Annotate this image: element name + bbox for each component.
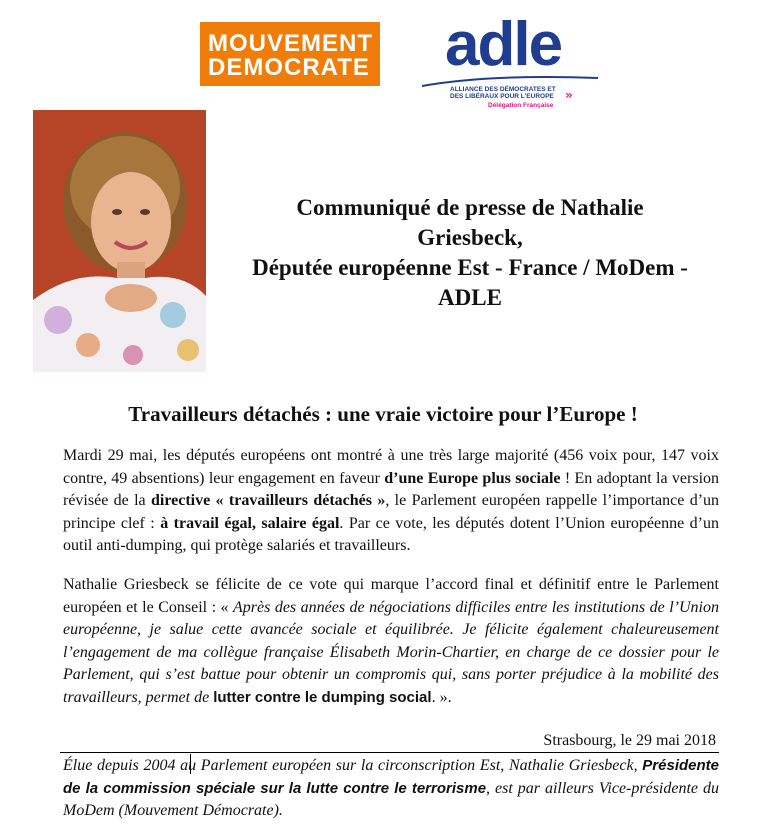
p2-quote: Après des années de négociations difficiles entre les institutions de l’Union européenne, je salue cette avancée sociale et équilibrée. Je félicite également chaleureusement l’engagement de ma collègue française Élisabeth Morin-Chartier, en charge de ce dossier pour le Parlement, qui s’est battue pour obtenir un compromis qui, sans porter préjudice à la mobilité des travailleurs, permet de xyxy=(63,598,720,706)
press-release-title xyxy=(210,193,730,313)
p1-text-3: , le Parlement européen rappelle l’importance d’un principe clef : xyxy=(63,492,720,532)
modem-logo-line1: MOUVEMENT xyxy=(208,30,373,57)
bio-text-2: , est par ailleurs Vice-présidente du MoDem (Mouvement Démocrate). xyxy=(63,779,719,819)
p1-bold-3: à travail égal, salaire égal xyxy=(160,514,340,532)
adle-logo xyxy=(420,10,605,115)
adle-delegation: Délégation Française xyxy=(488,102,554,109)
adle-logo-word: adle xyxy=(445,10,562,79)
modem-logo xyxy=(200,22,380,86)
p2-text-2: . ». xyxy=(431,688,452,706)
p1-text-2: ! En adoptant la version révisée de la xyxy=(63,469,720,509)
adle-arrows-icon: » xyxy=(565,88,573,102)
adle-tagline-1: ALLIANCE DES DÉMOCRATES ET xyxy=(450,86,556,93)
paragraph-1 xyxy=(63,445,719,558)
p1-text-1: Mardi 29 mai, les députés européens ont montré à une très large majorité (456 voix pour, 147 voix contre, 49 absentions) leur engagement en faveur xyxy=(63,447,719,487)
divider xyxy=(60,752,719,753)
press-title-line2: Griesbeck, xyxy=(417,225,523,250)
bio-text-1: Élue depuis 2004 au Parlement européen sur la circonscription Est, Nathalie Griesbeck, xyxy=(63,757,643,774)
p1-text-4: . Par ce vote, les députés dotent l’Union européenne d’un outil anti-dumping, qui protège salariés et travailleurs. xyxy=(63,514,719,554)
press-title-line3: Députée européenne Est - France / MoDem - xyxy=(252,255,688,280)
p2-bold-1: lutter contre le dumping social xyxy=(213,688,432,706)
p2-text-1: Nathalie Griesbeck se félicite de ce vote qui marque l’accord final et définitif entre le Parlement européen et le Conseil : « xyxy=(63,576,719,616)
press-title-line4: ADLE xyxy=(438,285,502,310)
signoff-place-date: Strasbourg, le 29 mai 2018 xyxy=(543,732,716,749)
p1-bold-1: d’une Europe plus sociale xyxy=(384,469,561,487)
press-title-line1: Communiqué de presse de Nathalie xyxy=(296,195,644,220)
bio-bold-1: Présidente de la commission spéciale sur la lutte contre le terrorisme xyxy=(63,757,719,797)
paragraph-2 xyxy=(63,574,719,709)
portrait-photo xyxy=(33,110,206,372)
headline: Travailleurs détachés : une vraie victoire pour l’Europe ! xyxy=(128,402,638,426)
p1-bold-2: directive « travailleurs détachés » xyxy=(150,492,386,509)
bio-paragraph xyxy=(63,755,719,823)
adle-tagline-2: DES LIBÉRAUX POUR L'EUROPE xyxy=(450,93,554,100)
modem-logo-line2: DEMOCRATE xyxy=(208,54,370,81)
